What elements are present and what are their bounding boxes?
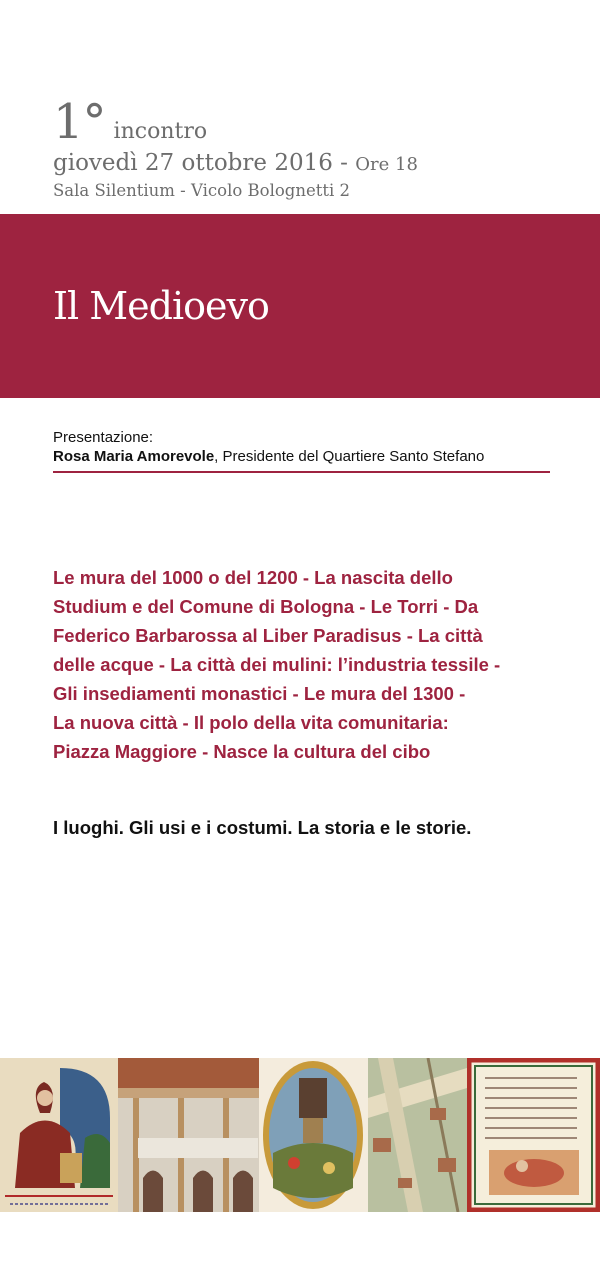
medallion-painting-image xyxy=(259,1058,368,1212)
event-date xyxy=(53,150,418,176)
city-map-image xyxy=(368,1058,467,1212)
image-strip xyxy=(0,1058,600,1212)
arcade-fresco-image xyxy=(118,1058,259,1212)
meeting-number xyxy=(53,94,418,150)
presenter-name: Rosa Maria Amorevole xyxy=(53,448,215,465)
topics-paragraph xyxy=(53,563,553,766)
presenter-line xyxy=(53,447,549,466)
topics-line: Federico Barbarossa al Liber Paradisus - La città xyxy=(53,625,483,646)
meeting-ordinal: 1° xyxy=(53,94,106,150)
event-venue: Sala Silentium - Vicolo Bolognetti 2 xyxy=(53,181,351,200)
event-time: Ore 18 xyxy=(355,154,418,175)
tagline: I luoghi. Gli usi e i costumi. La storia e le storie. xyxy=(53,817,472,838)
meeting-label: incontro xyxy=(113,119,208,144)
presenter-role: , Presidente del Quartiere Santo Stefano xyxy=(214,448,485,465)
presentation-block xyxy=(53,428,549,466)
event-header xyxy=(53,94,418,200)
event-date-text: giovedì 27 ottobre 2016 - xyxy=(53,150,348,176)
topics-line: Le mura del 1000 o del 1200 - La nascita dello xyxy=(53,567,453,588)
presentation-label: Presentazione: xyxy=(53,429,154,446)
divider xyxy=(53,471,550,473)
topics-line: delle acque - La città dei mulini: l’industria tessile - xyxy=(53,654,501,675)
topics-line: Piazza Maggiore - Nasce la cultura del cibo xyxy=(53,741,431,762)
topics-line: La nuova città - Il polo della vita comunitaria: xyxy=(53,712,449,733)
manuscript-page-image xyxy=(467,1058,600,1212)
page-title: Il Medioevo xyxy=(53,284,269,328)
manuscript-monk-image xyxy=(0,1058,118,1212)
topics-line: Gli insediamenti monastici - Le mura del 1300 - xyxy=(53,683,466,704)
topics-line: Studium e del Comune di Bologna - Le Torri - Da xyxy=(53,596,479,617)
